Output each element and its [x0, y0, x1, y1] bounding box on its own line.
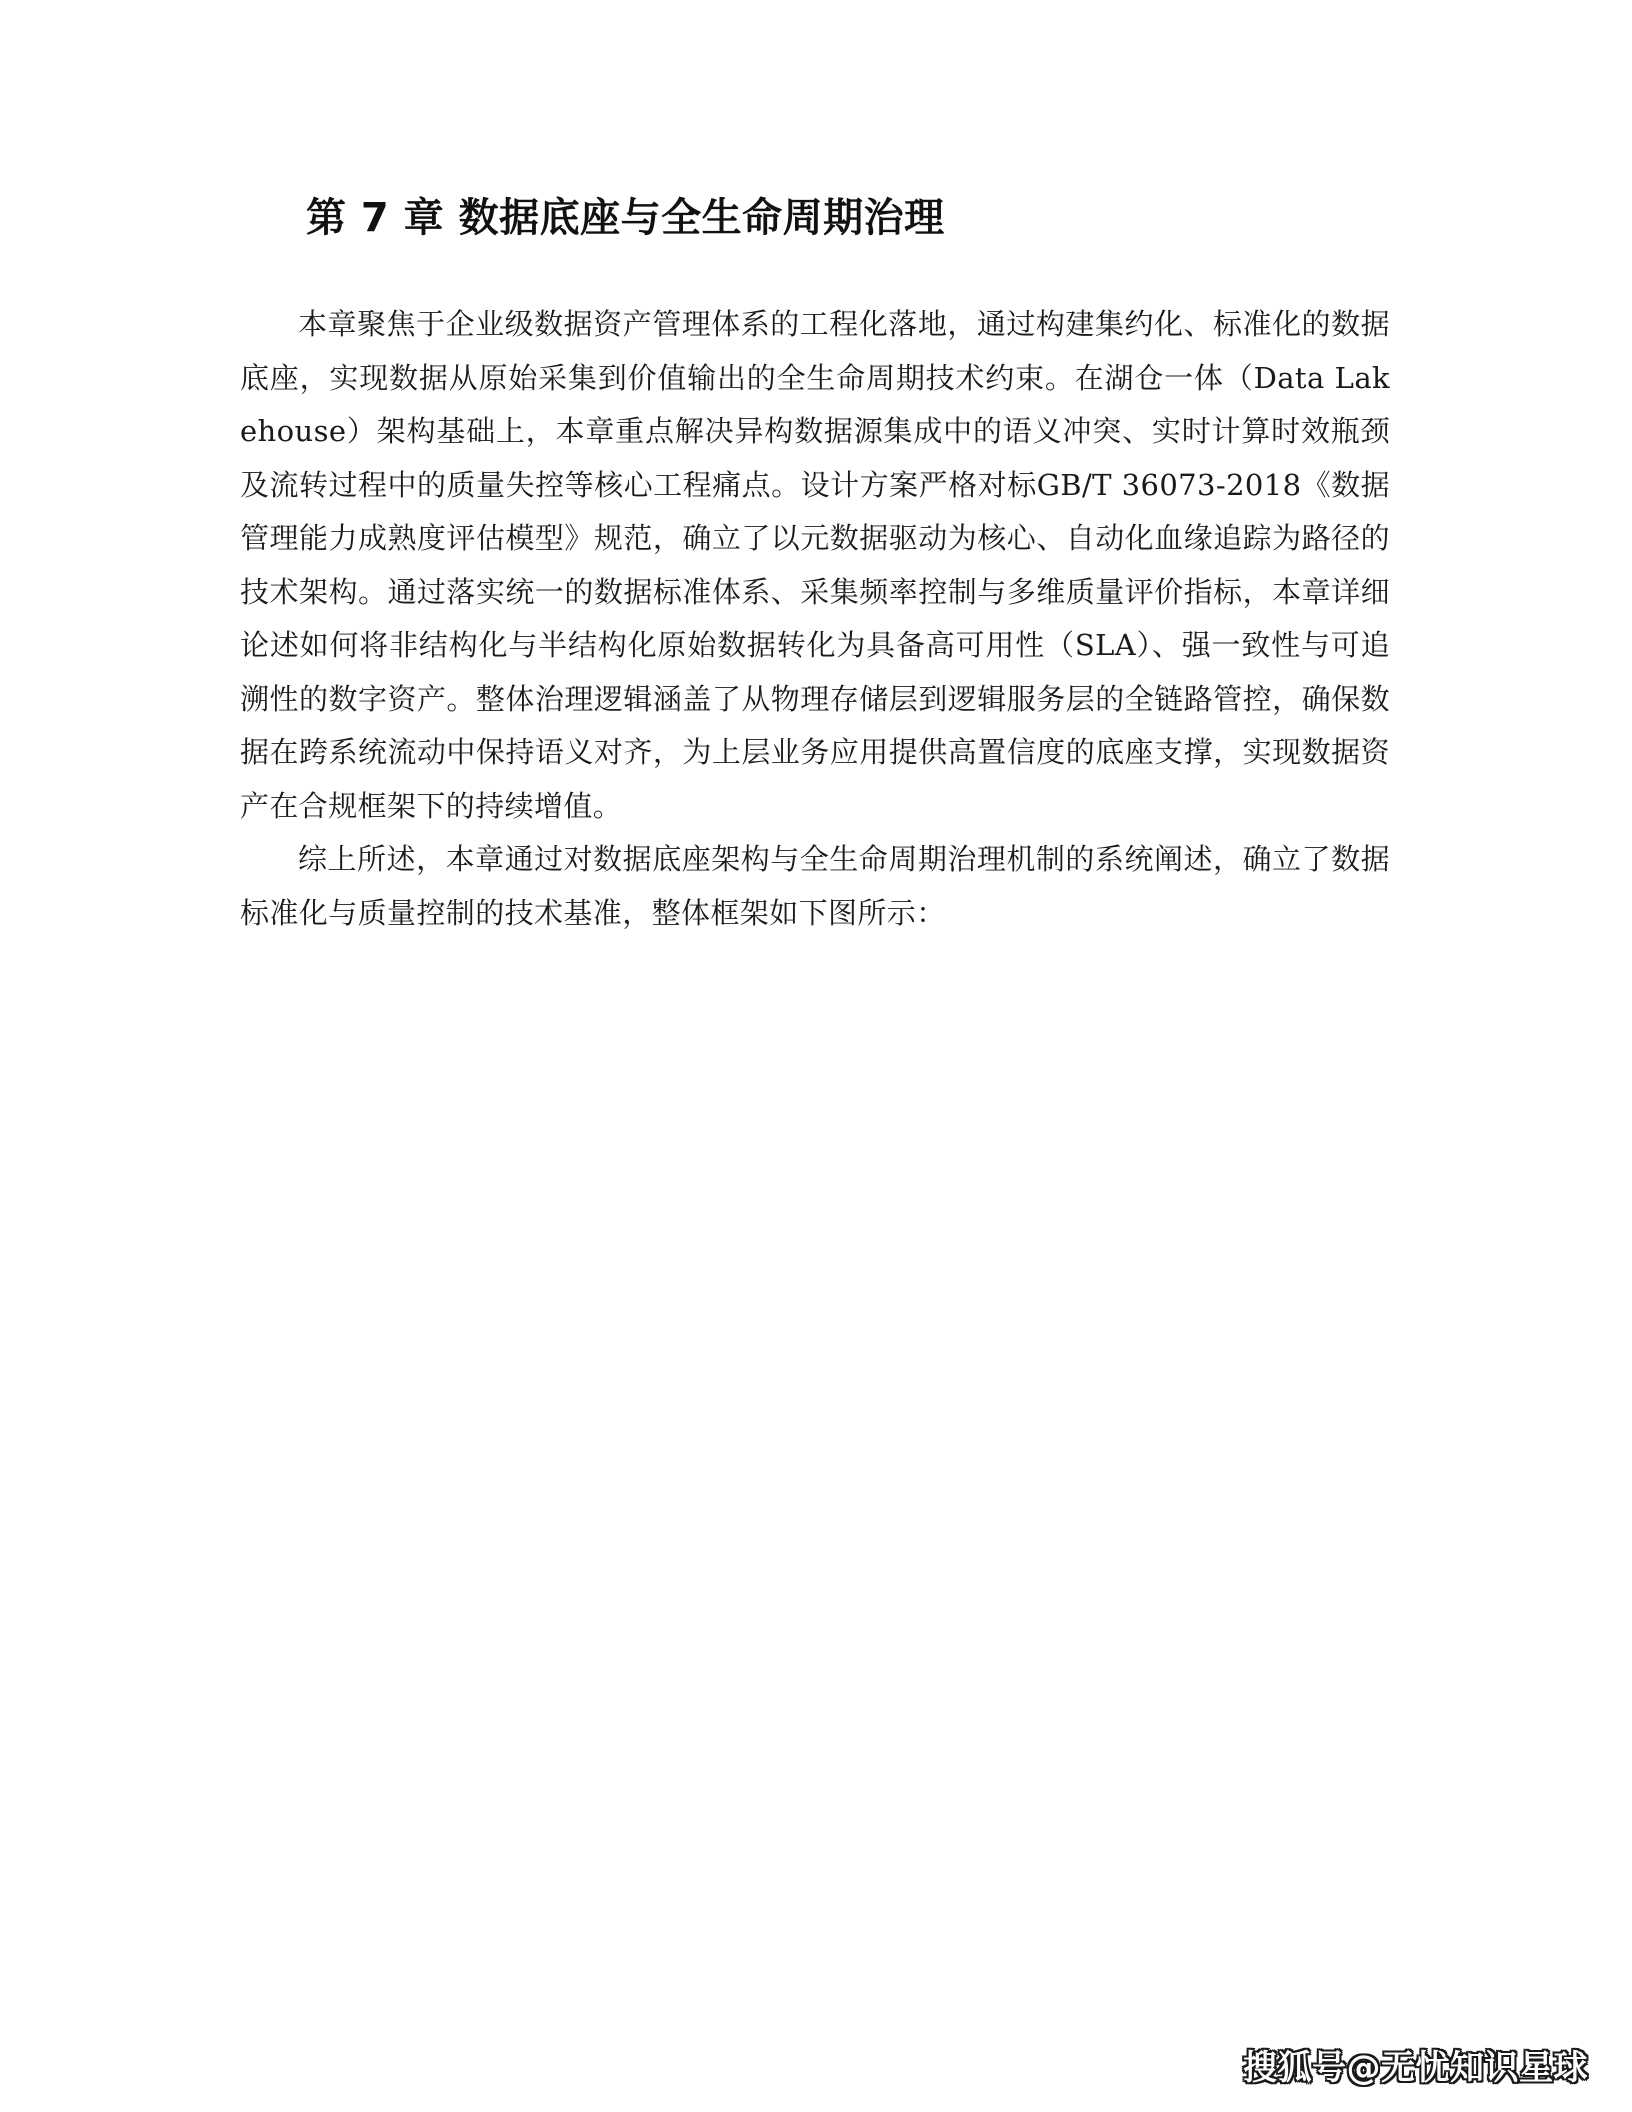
chapter-title: 第 7 章 数据底座与全生命周期治理 [306, 195, 945, 241]
body-text [240, 298, 1390, 940]
intro-paragraph: 本章聚焦于企业级数据资产管理体系的工程化落地，通过构建集约化、标准化的数据底座，实现数据从原始采集到价值输出的全生命周期技术约束。在湖仓一体（Data Lakehouse）架构基础上，本章重点解决异构数据源集成中的语义冲突、实时计算时效瓶颈及流转过程中的质量失控等核心工程痛点。设计方案严格对标GB/T 36073-2018《数据管理能力成熟度评估模型》规范，确立了以元数据驱动为核心、自动化血缘追踪为路径的技术架构。通过落实统一的数据标准体系、采集频率控制与多维质量评价指标，本章详细论述如何将非结构化与半结构化原始数据转化为具备高可用性（SLA）、强一致性与可追溯性的数字资产。整体治理逻辑涵盖了从物理存储层到逻辑服务层的全链路管控，确保数据在跨系统流动中保持语义对齐，为上层业务应用提供高置信度的底座支撑，实现数据资产在合规框架下的持续增值。 [240, 307, 1390, 823]
sohu-watermark: 搜狐号@无忧知识星球 [1243, 2048, 1588, 2088]
summary-paragraph: 综上所述，本章通过对数据底座架构与全生命周期治理机制的系统阐述，确立了数据标准化与质量控制的技术基准，整体框架如下图所示： [240, 842, 1390, 930]
